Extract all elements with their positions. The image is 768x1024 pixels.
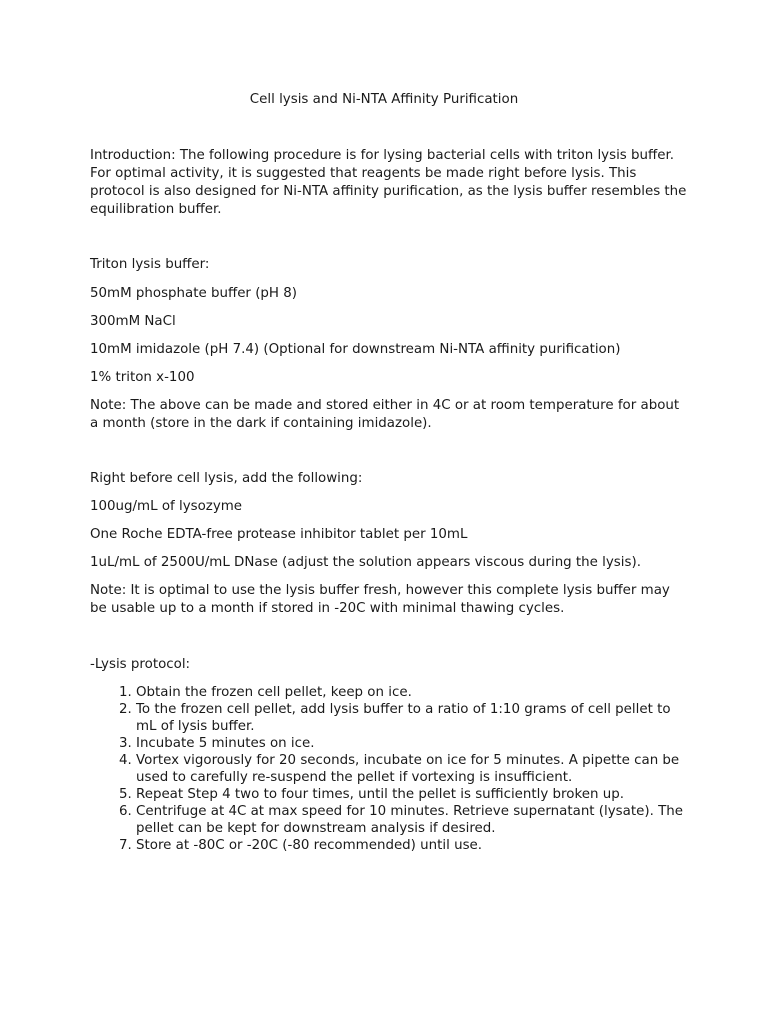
triton-item-imidazole: 10mM imidazole (pH 7.4) (Optional for downstream Ni-NTA affinity purification) <box>90 342 621 357</box>
page-title: Cell lysis and Ni-NTA Affinity Purification <box>249 92 519 107</box>
additions-item-dnase: 1uL/mL of 2500U/mL DNase (adjust the solution appears viscous during the lysis). <box>90 555 641 570</box>
triton-heading: Triton lysis buffer: <box>90 257 210 272</box>
triton-item-triton: 1% triton x-100 <box>90 370 195 385</box>
introduction-paragraph: Introduction: The following procedure is for lysing bacterial cells with triton lysis buffer. For optimal activity, it is suggested that reagents be made right before lysis. This protocol is also designed for Ni-NTA affinity purification, as the lysis buffer resembles the equilibration buffer. <box>90 148 687 217</box>
triton-item-phosphate: 50mM phosphate buffer (pH 8) <box>90 286 297 301</box>
protocol-step: 7. Store at -80C or -20C (-80 recommended) until use. <box>136 837 690 854</box>
protocol-step: 3. Incubate 5 minutes on ice. <box>136 735 690 752</box>
triton-item-nacl: 300mM NaCl <box>90 314 176 329</box>
protocol-step: 2. To the frozen cell pellet, add lysis buffer to a ratio of 1:10 grams of cell pellet to mL of lysis buffer. <box>136 701 690 735</box>
protocol-heading: -Lysis protocol: <box>90 657 191 672</box>
additions-item-inhibitor: One Roche EDTA-free protease inhibitor tablet per 10mL <box>90 527 468 542</box>
additions-item-lysozyme: 100ug/mL of lysozyme <box>90 499 243 514</box>
additions-note: Note: It is optimal to use the lysis buffer fresh, however this complete lysis buffer may be usable up to a month if stored in -20C with minimal thawing cycles. <box>90 583 670 616</box>
protocol-step: 6. Centrifuge at 4C at max speed for 10 minutes. Retrieve supernatant (lysate). The pellet can be kept for downstream analysis if desired. <box>136 803 690 837</box>
protocol-step: 5. Repeat Step 4 two to four times, until the pellet is sufficiently broken up. <box>136 786 690 803</box>
protocol-step: 1. Obtain the frozen cell pellet, keep on ice. <box>136 684 690 701</box>
protocol-steps-list <box>90 684 690 854</box>
protocol-step: 4. Vortex vigorously for 20 seconds, incubate on ice for 5 minutes. A pipette can be used to carefully re-suspend the pellet if vortexing is insufficient. <box>136 752 690 786</box>
additions-heading: Right before cell lysis, add the following: <box>90 471 363 486</box>
triton-note: Note: The above can be made and stored either in 4C or at room temperature for about a month (store in the dark if containing imidazole). <box>90 398 680 431</box>
